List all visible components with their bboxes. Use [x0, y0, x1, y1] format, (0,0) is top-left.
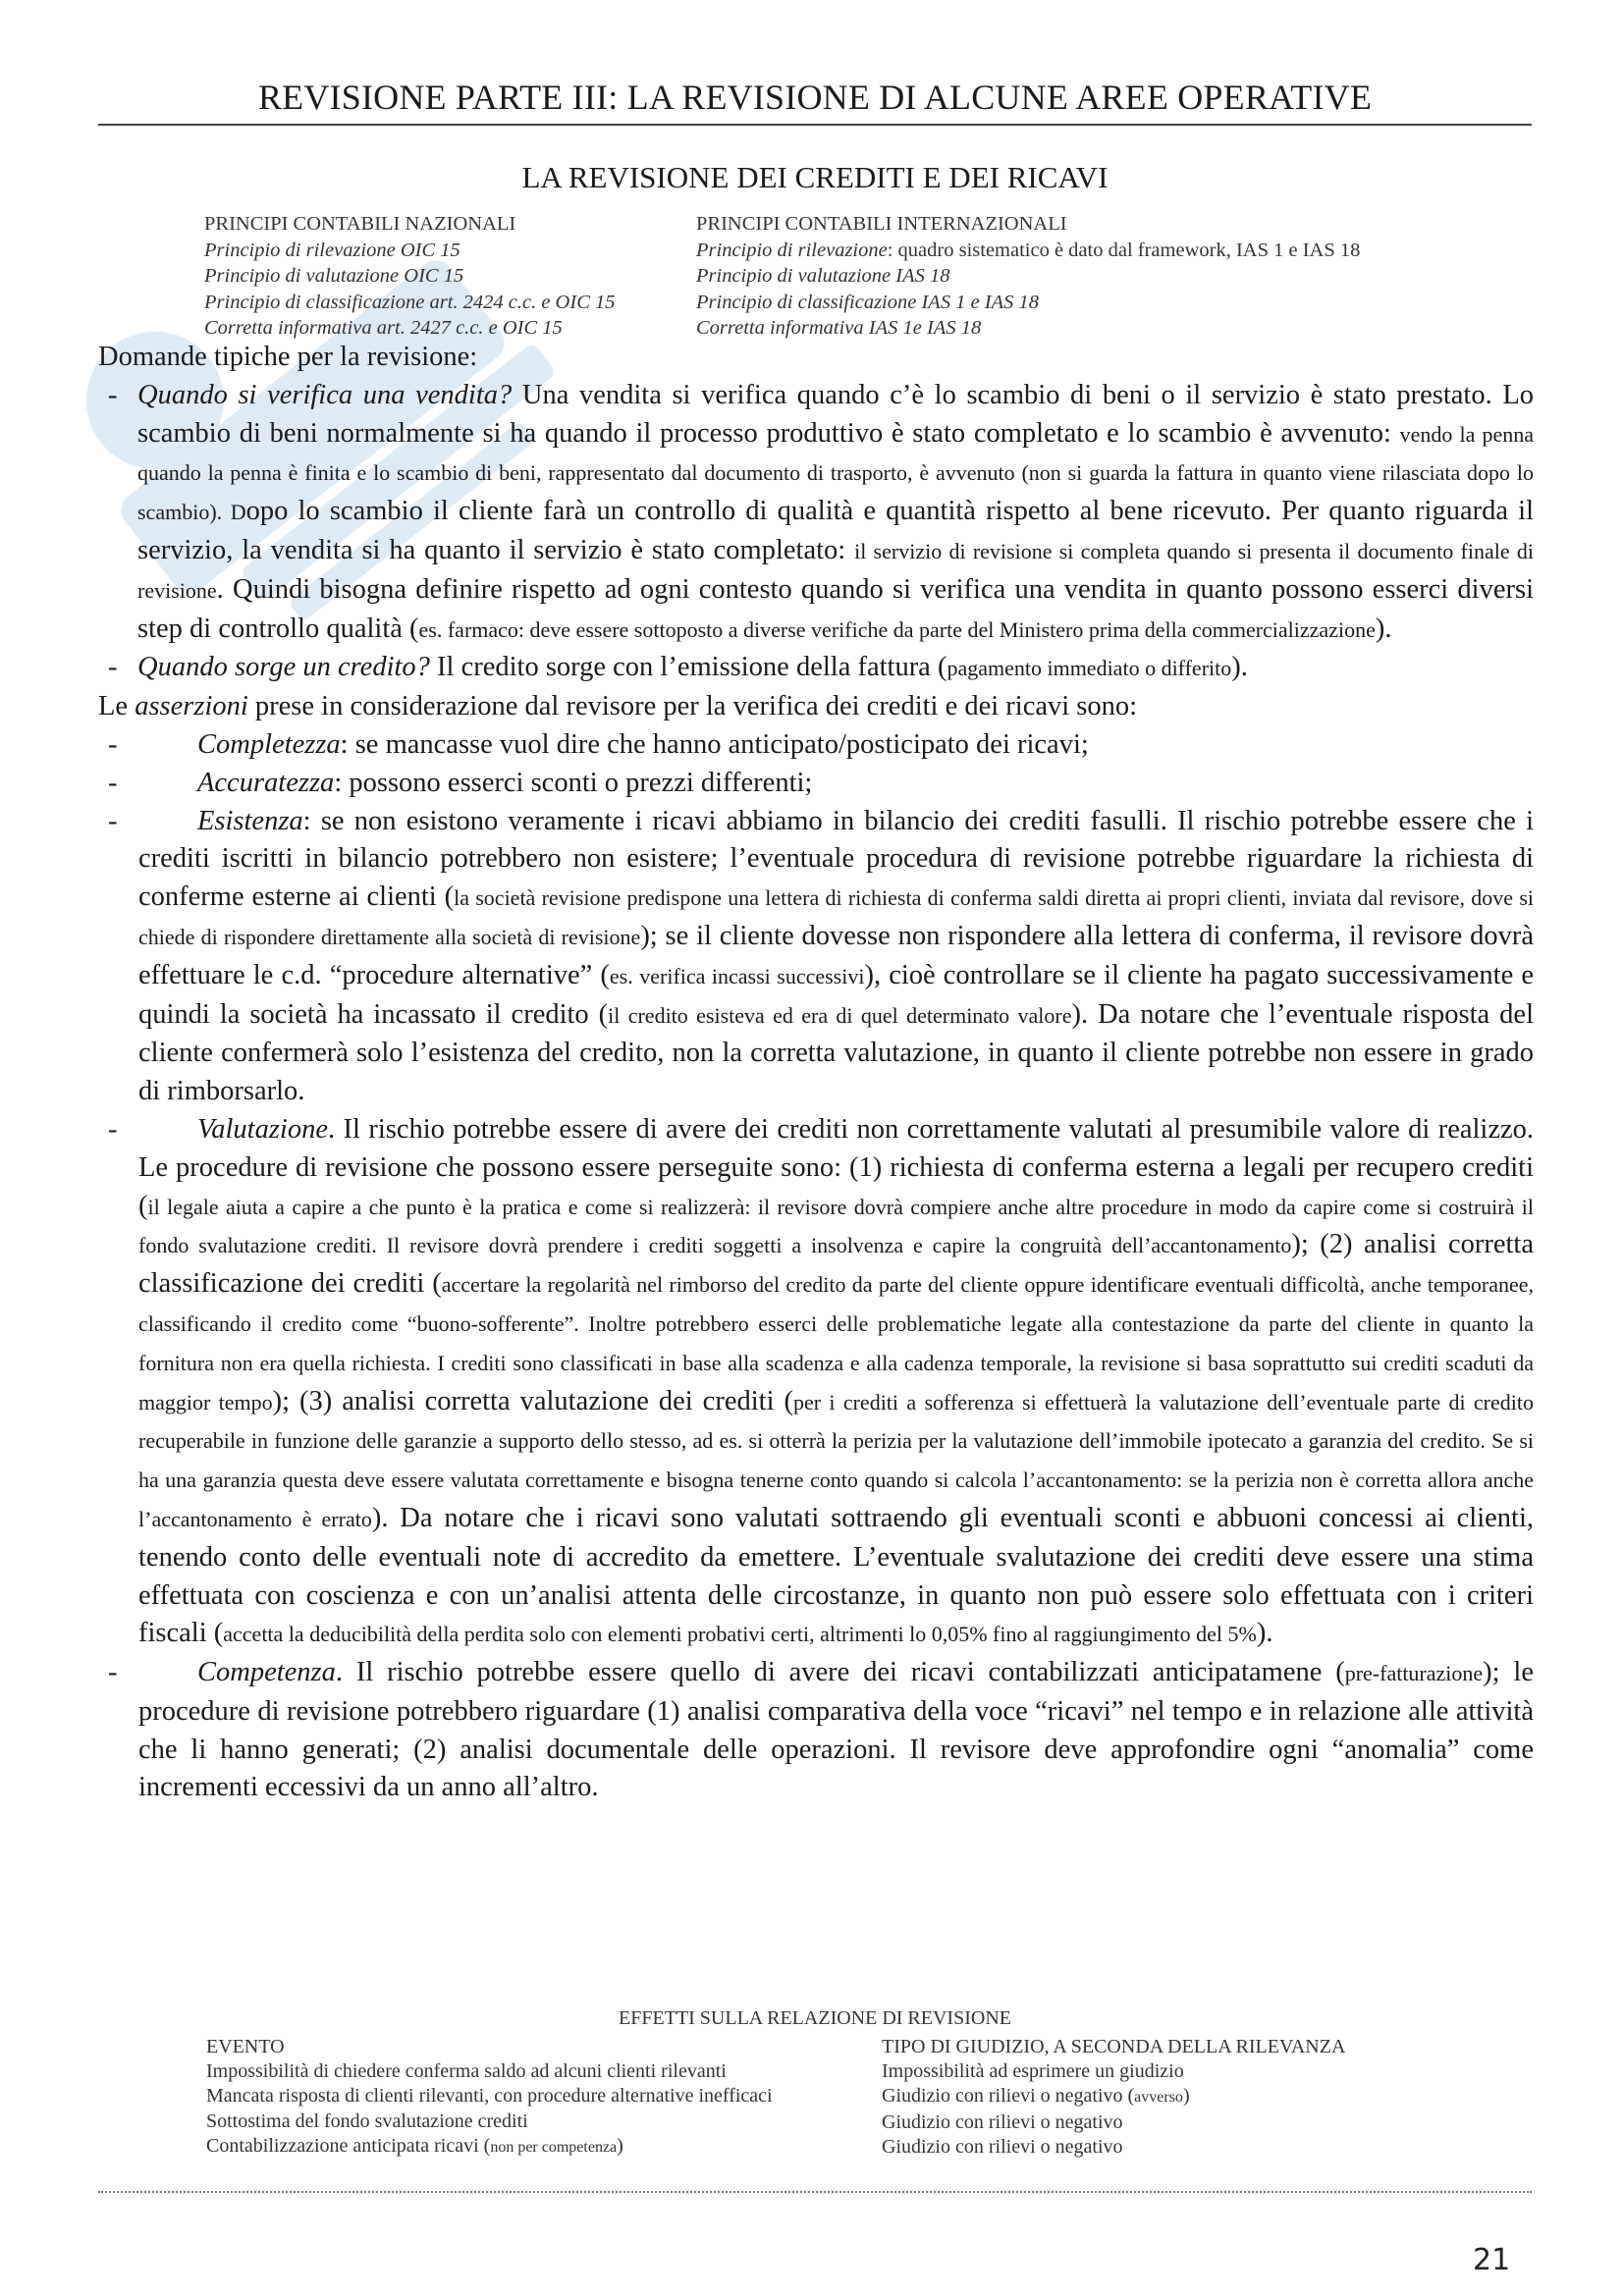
paragraph-text: Una vendita si verifica quando c’è lo scambio di beni o il servizio è stato prestato. Lo scambio di beni normalmente si ha quando il processo produttivo è stato completato e lo scambio è avvenuto:	[137, 379, 1534, 449]
effects-judgment-item: Giudizio con rilievi o negativo	[882, 2135, 1123, 2158]
paragraph-text: ).	[1256, 1618, 1273, 1649]
dash-bullet: -	[108, 379, 118, 410]
assertion-completeness	[98, 726, 1534, 765]
assertion-valuation	[98, 1111, 1534, 1654]
paragraph-text: opo lo scambio il cliente farà un controllo di qualità e quantità rispetto al bene ricevuto. Per quanto riguarda il servizio, la vendita si ha quanto il servizio è stato completato:	[137, 496, 1534, 565]
effects-event-item: Impossibilità di chiedere conferma saldo ad alcuni clienti rilevanti	[206, 2060, 727, 2083]
effects-judgment-note: avverso	[1134, 2089, 1183, 2107]
paragraph-text: Le	[98, 691, 135, 722]
small-text: accertare la regolarità nel rimborso del credito da parte del cliente oppure identificare eventuali difficoltà, anche temporanee, classificando il credito come “buono-sofferente”. Inoltre potrebbero esserci delle problematiche legate alla contestazione da parte del cliente in quanto la fornitura non era quella richiesta. I crediti sono classificati in base alla scadenza e alla cadenza temporale, la revisione si basa soprattutto sui crediti scaduti da maggior tempo	[138, 1272, 1534, 1415]
small-text: pagamento immediato o differito	[947, 656, 1232, 681]
effects-judgment-text: )	[1182, 2085, 1190, 2108]
dash-bullet: -	[108, 805, 118, 836]
small-text: non si guarda la fattura in quanto viene rilasciata dopo lo scambio	[137, 460, 1534, 525]
assertion-title: Completezza	[197, 728, 341, 760]
paragraph-text: ). Da notare che i ricavi sono valutati sottraendo gli eventuali sconti e abbuoni concessi ai clienti, tenendo conto delle eventuali note di accredito da emettere. L’eventuale svalutazione dei crediti deve essere una stima effettuata con coscienza e con un’analisi attenta delle circostanze, in quanto non può essere solo effettuata con i criteri fiscali (	[138, 1502, 1535, 1649]
paragraph-text: . Il rischio potrebbe essere quello di avere dei ricavi contabilizzati anticipatamene (	[335, 1657, 1345, 1688]
international-principles	[696, 211, 1360, 342]
effects-event-text: Contabilizzazione anticipata ricavi (	[206, 2134, 491, 2157]
dash-bullet: -	[108, 1657, 118, 1688]
small-text: il legale aiuta a capire a che punto è la pratica e come si realizzerà: il revisore dovrà compiere anche altre procedure in modo da capire come si costruirà il fondo svalutazione crediti. Il revisore dovrà prendere i crediti soggetti a insolvenza e capire la congruità dell’accantonamento	[138, 1194, 1534, 1258]
international-principles-heading: PRINCIPI CONTABILI INTERNAZIONALI	[696, 213, 1067, 235]
effects-event-item: Mancata risposta di clienti rilevanti, con procedure alternative inefficaci	[206, 2085, 773, 2108]
paragraph-text: ); (3) analisi corretta valutazione dei crediti (	[272, 1385, 793, 1416]
national-principle-item: Principio di rilevazione OIC 15	[204, 239, 460, 261]
dash-bullet: -	[108, 728, 118, 760]
effects-judgment-item	[882, 2084, 1345, 2109]
small-text: es. verifica incassi successivi	[609, 963, 865, 988]
paragraph-text: : se non esistono veramente i ricavi abbiamo in bilancio dei crediti fasulli. Il rischio potrebbe essere che i crediti iscritti in bilancio potrebbero non esistere; l’eventuale procedura di revisione potrebbe riguardare la richiesta di conferme esterne ai clienti (	[138, 805, 1534, 913]
international-principle-detail: : quadro sistematico è dato dal framework, IAS 1 e IAS 18	[887, 239, 1361, 261]
assertion-existence	[98, 803, 1534, 1111]
international-principle-item	[696, 238, 1360, 264]
question-text: Quando si verifica una vendita?	[137, 379, 513, 410]
assertion-accuracy	[98, 765, 1534, 803]
assertion-competence	[98, 1654, 1534, 1807]
assertion-title: Competenza	[197, 1657, 336, 1688]
small-text: il servizio di revisione si completa quando si presenta il documento finale di revisione	[137, 538, 1535, 603]
questions-intro: Domande tipiche per la revisione:	[98, 342, 478, 372]
paragraph-text: Il credito sorge con l’emissione della fattura (	[429, 652, 947, 683]
section-title: LA REVISIONE DEI CREDITI E DEI RICAVI	[521, 160, 1109, 194]
question-credit	[98, 649, 1534, 688]
small-text: pre-fatturazione	[1344, 1661, 1484, 1686]
international-principle-item: Principio di valutazione IAS 18	[696, 265, 950, 287]
effects-event-text: )	[617, 2134, 623, 2157]
small-text: es. farmaco: deve essere sottoposto a diverse verifiche da parte del Ministero prima della commercializzazione	[418, 616, 1376, 642]
paragraph-text: ); (2) analisi corretta classificazione dei crediti (	[138, 1229, 1534, 1300]
document-body	[98, 339, 1534, 1807]
international-principle-item: Corretta informativa IAS 1e IAS 18	[696, 317, 982, 339]
paragraph-text: ), cioè controllare se il cliente ha pagato successivamente e quindi la società ha incassato il credito (	[138, 959, 1534, 1030]
national-principles-heading: PRINCIPI CONTABILI NAZIONALI	[204, 213, 516, 235]
effects-event-item: Sottostima del fondo svalutazione crediti	[206, 2109, 528, 2132]
small-text: il credito esisteva ed era di quel determinato valore	[608, 1002, 1072, 1028]
question-sale	[98, 377, 1534, 650]
national-principles	[204, 211, 616, 342]
question-text: Quando sorge un credito?	[137, 652, 430, 683]
paragraph-text: ); le procedure di revisione potrebbero riguardare (1) analisi comparativa della voce “ricavi” nel tempo e in relazione alle attività che li hanno generati; (2) analisi documentale delle operazioni. Il revisore deve approfondire ogni “anomalia” come incrementi eccessivi da un anno all’altro.	[138, 1657, 1534, 1803]
paragraph-text: ).	[1375, 613, 1392, 644]
effects-event-item	[206, 2134, 773, 2160]
header-divider	[98, 124, 1532, 126]
page-header-title: REVISIONE PARTE III: LA REVISIONE DI ALCUNE AREE OPERATIVE	[257, 78, 1373, 117]
national-principle-item: Principio di valutazione OIC 15	[204, 265, 464, 287]
effects-event-column	[206, 2035, 773, 2160]
paragraph-text: ).	[1231, 652, 1248, 683]
effects-judgment-heading: TIPO DI GIUDIZIO, A SECONDA DELLA RILEVANZA	[882, 2036, 1346, 2057]
paragraph-text: : possono esserci sconti o prezzi differenti;	[334, 767, 813, 798]
paragraph-text: . Il rischio potrebbe essere di avere dei crediti non correttamente valutati al presumibile valore di realizzo. Le procedure di revisione che possono essere perseguite sono: (1) richiesta di conferma esterna a legali per recupero crediti (	[138, 1113, 1534, 1221]
effects-event-heading: EVENTO	[206, 2036, 285, 2057]
effects-judgment-text: Giudizio con rilievi o negativo (	[882, 2085, 1135, 2108]
effects-judgment-item: Giudizio con rilievi o negativo	[882, 2110, 1123, 2133]
national-principle-item: Principio di classificazione art. 2424 c.c. e OIC 15	[204, 291, 616, 313]
emphasis-text: asserzioni	[135, 691, 248, 722]
effects-event-note: non per competenza	[490, 2138, 618, 2156]
small-text: per i crediti a sofferenza si effettuerà la valutazione dell’eventuale parte di credito recuperabile in funzione delle garanzie a supporto dello stesso, ad es. si otterrà la perizia per la valutazione dell’immobile ipotecato a garanzia del credito. Se si ha una garanzia questa deve essere valutata correttamente e bisogna tenerne conto quando si calcola l’accantonamento: se la perizia non è corretta allora anche l’accantonamento è errato	[138, 1389, 1534, 1531]
effects-judgment-item: Impossibilità ad esprimere un giudizio	[882, 2060, 1184, 2083]
effects-judgment-column	[882, 2035, 1345, 2160]
international-principle-label: Principio di rilevazione	[696, 239, 888, 261]
dash-bullet: -	[108, 767, 118, 798]
dash-bullet: -	[108, 652, 118, 683]
assertion-title: Esistenza	[197, 805, 303, 836]
dash-bullet: -	[108, 1113, 118, 1145]
footer-divider	[98, 2191, 1532, 2193]
paragraph-text: ); se il cliente dovesse non rispondere alla lettera di conferma, il revisore dovrà effettuare le c.d. “procedure alternative” (	[138, 920, 1534, 990]
page-number: 21	[1473, 2243, 1511, 2277]
national-principle-item: Corretta informativa art. 2427 c.c. e OIC 15	[204, 317, 563, 339]
paragraph-text: ). Da notare che l’eventuale risposta del cliente confermerà solo l’esistenza del credito, non la corretta valutazione, in quanto il cliente potrebbe non essere in grado di rimborsarlo.	[138, 998, 1534, 1107]
assertion-title: Accuratezza	[197, 767, 335, 798]
small-text: accetta la deducibilità della perdita solo con elementi probativi certi, altrimenti lo 0,05% fino al raggiungimento del 5%	[223, 1622, 1257, 1647]
paragraph-text: prese in considerazione dal revisore per la verifica dei crediti e dei ricavi sono:	[247, 691, 1138, 722]
international-principle-item: Principio di classificazione IAS 1 e IAS 18	[696, 291, 1040, 313]
small-text: la società revisione predispone una lettera di richiesta di conferma saldi diretta ai propri clienti, inviata dal revisore, dove si chiede di rispondere direttamente alla società di revisione	[138, 885, 1534, 949]
paragraph-text: . Quindi bisogna definire rispetto ad ogni contesto quando si verifica una vendita in quanto possono esserci diversi step di controllo qualità (	[137, 573, 1534, 644]
paragraph-text: : se mancasse vuol dire che hanno anticipato/posticipato dei ricavi;	[340, 728, 1089, 760]
effects-table-title: EFFETTI SULLA RELAZIONE DI REVISIONE	[619, 2007, 1011, 2029]
assertion-title: Valutazione	[197, 1113, 328, 1145]
small-text: ). D	[209, 500, 246, 525]
small-text: vendo la penna quando la penna è finita e lo scambio di beni, rappresentato dal documento di trasporto, è avvenuto (	[137, 421, 1534, 486]
assertions-intro	[98, 688, 1534, 726]
